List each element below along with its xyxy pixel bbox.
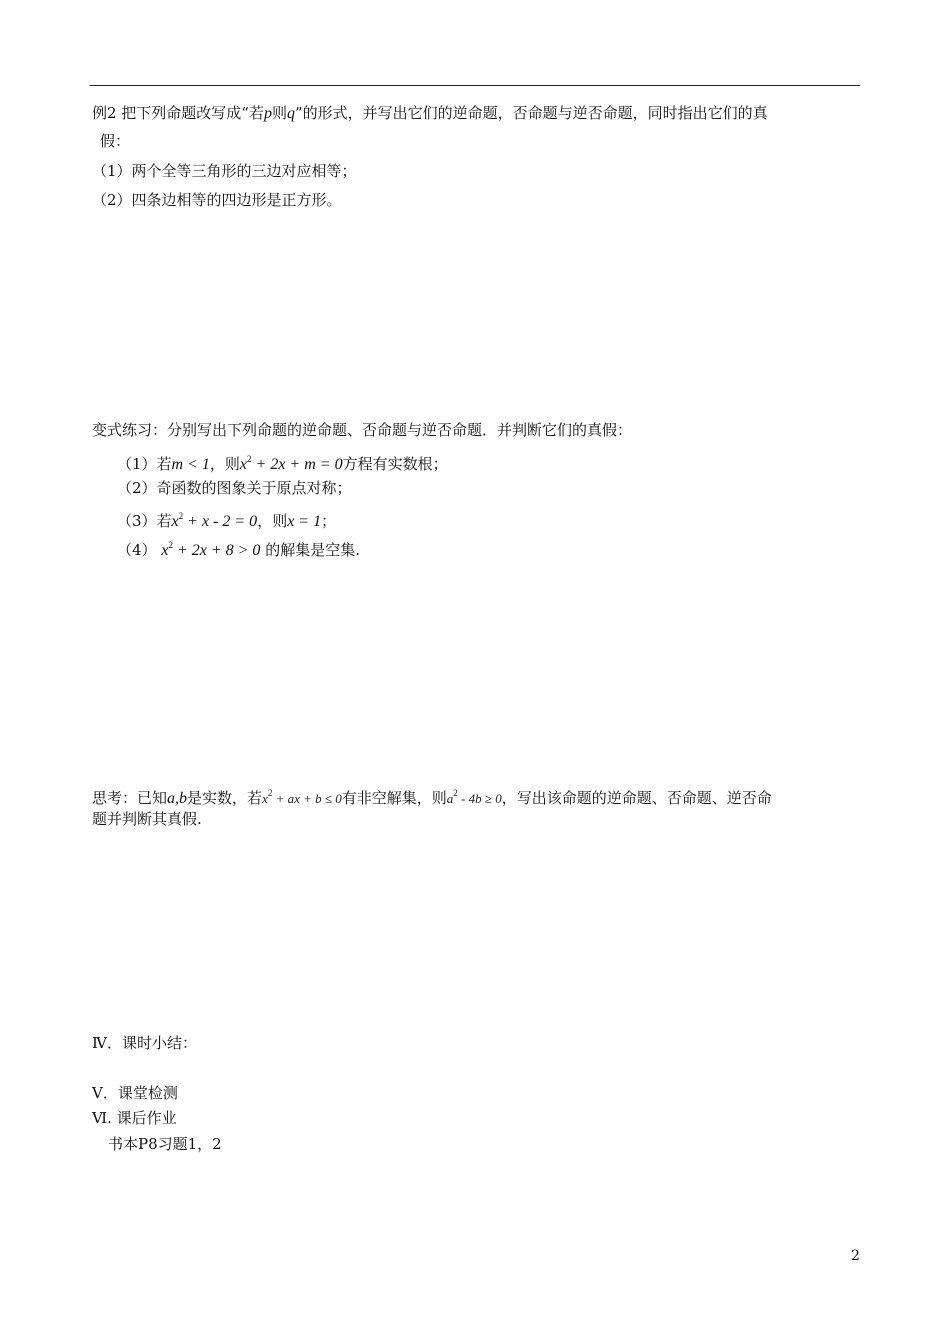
variant-item1-suffix: 方程有实数根； <box>342 455 448 473</box>
math-exponent: 2 <box>453 788 458 798</box>
example2-text-a: 例2 把下列命题改写成“若 <box>92 104 264 122</box>
variant-item3 <box>117 506 336 532</box>
example2-item2: （2）四条边相等的四边形是正方形。 <box>92 191 342 209</box>
math-x: x <box>171 513 179 530</box>
section-homework: Ⅵ. 课后作业 <box>92 1109 177 1127</box>
math-exponent: 2 <box>168 540 173 550</box>
page-number: 2 <box>851 1248 860 1264</box>
variant-item2: （2）奇函数的图象关于原点对称； <box>117 479 352 497</box>
math-exponent: 2 <box>247 454 252 464</box>
math-inequality-rest: + ax + b ≤ 0 <box>275 791 342 806</box>
think-text-3: ，写出该命题的逆命题、否命题、逆否命 <box>501 789 772 807</box>
variant-item3-prefix: （3）若 <box>117 512 172 530</box>
example2-text-b: 则 <box>271 104 287 122</box>
example2-line1 <box>92 103 768 124</box>
math-a: a <box>446 791 454 806</box>
math-inequality-rest: + 2x + 8 > 0 <box>176 542 261 559</box>
math-var-p: p <box>263 105 272 122</box>
math-var-q: q <box>287 105 295 122</box>
variant-item4-prefix: （4） <box>117 541 157 559</box>
math-discriminant-rest: - 4b ≥ 0 <box>461 791 502 806</box>
math-m-lt-1: m < 1 <box>171 456 210 473</box>
variant-item1-mid: ，则 <box>209 455 240 473</box>
section-class-test: Ⅴ．课堂检测 <box>92 1084 178 1102</box>
variant-item4-suffix: 的解集是空集. <box>265 541 360 559</box>
math-x-eq-1: x = 1 <box>287 513 322 530</box>
math-equation-rest: + x - 2 = 0 <box>187 513 258 530</box>
variant-item1-prefix: （1）若 <box>117 455 172 473</box>
think-text-2: 有非空解集，则 <box>341 789 447 807</box>
math-exponent: 2 <box>267 788 273 798</box>
think-text-1: 是实数，若 <box>187 789 263 807</box>
variant-item3-mid: ，则 <box>257 512 288 530</box>
homework-detail: 书本P8习题1，2 <box>108 1135 222 1153</box>
variant-item4 <box>117 535 360 561</box>
variant-item1 <box>117 449 448 475</box>
example2-text-c: ”的形式，并写出它们的逆命题，否命题与逆否命题，同时指出它们的真 <box>295 104 768 122</box>
math-equation-rest: + 2x + m = 0 <box>255 456 343 473</box>
math-x: x <box>161 542 169 559</box>
think-prefix: 思考：已知 <box>92 789 168 807</box>
example2-line2: 假： <box>100 132 131 150</box>
variant-item3-suffix: ； <box>321 512 337 530</box>
think-line2: 题并判断其真假. <box>92 810 202 828</box>
math-x: x <box>239 456 248 473</box>
example2-item1: （1）两个全等三角形的三边对应相等； <box>92 162 357 180</box>
variant-heading: 变式练习：分别写出下列命题的逆命题、否命题与逆否命题．并判断它们的真假： <box>92 421 633 439</box>
math-a-b: a,b <box>167 790 188 807</box>
think-line1 <box>92 783 772 809</box>
math-x: x <box>262 791 268 806</box>
section-summary: Ⅳ．课时小结： <box>92 1034 197 1052</box>
math-exponent: 2 <box>178 511 184 521</box>
header-rule <box>90 85 860 86</box>
